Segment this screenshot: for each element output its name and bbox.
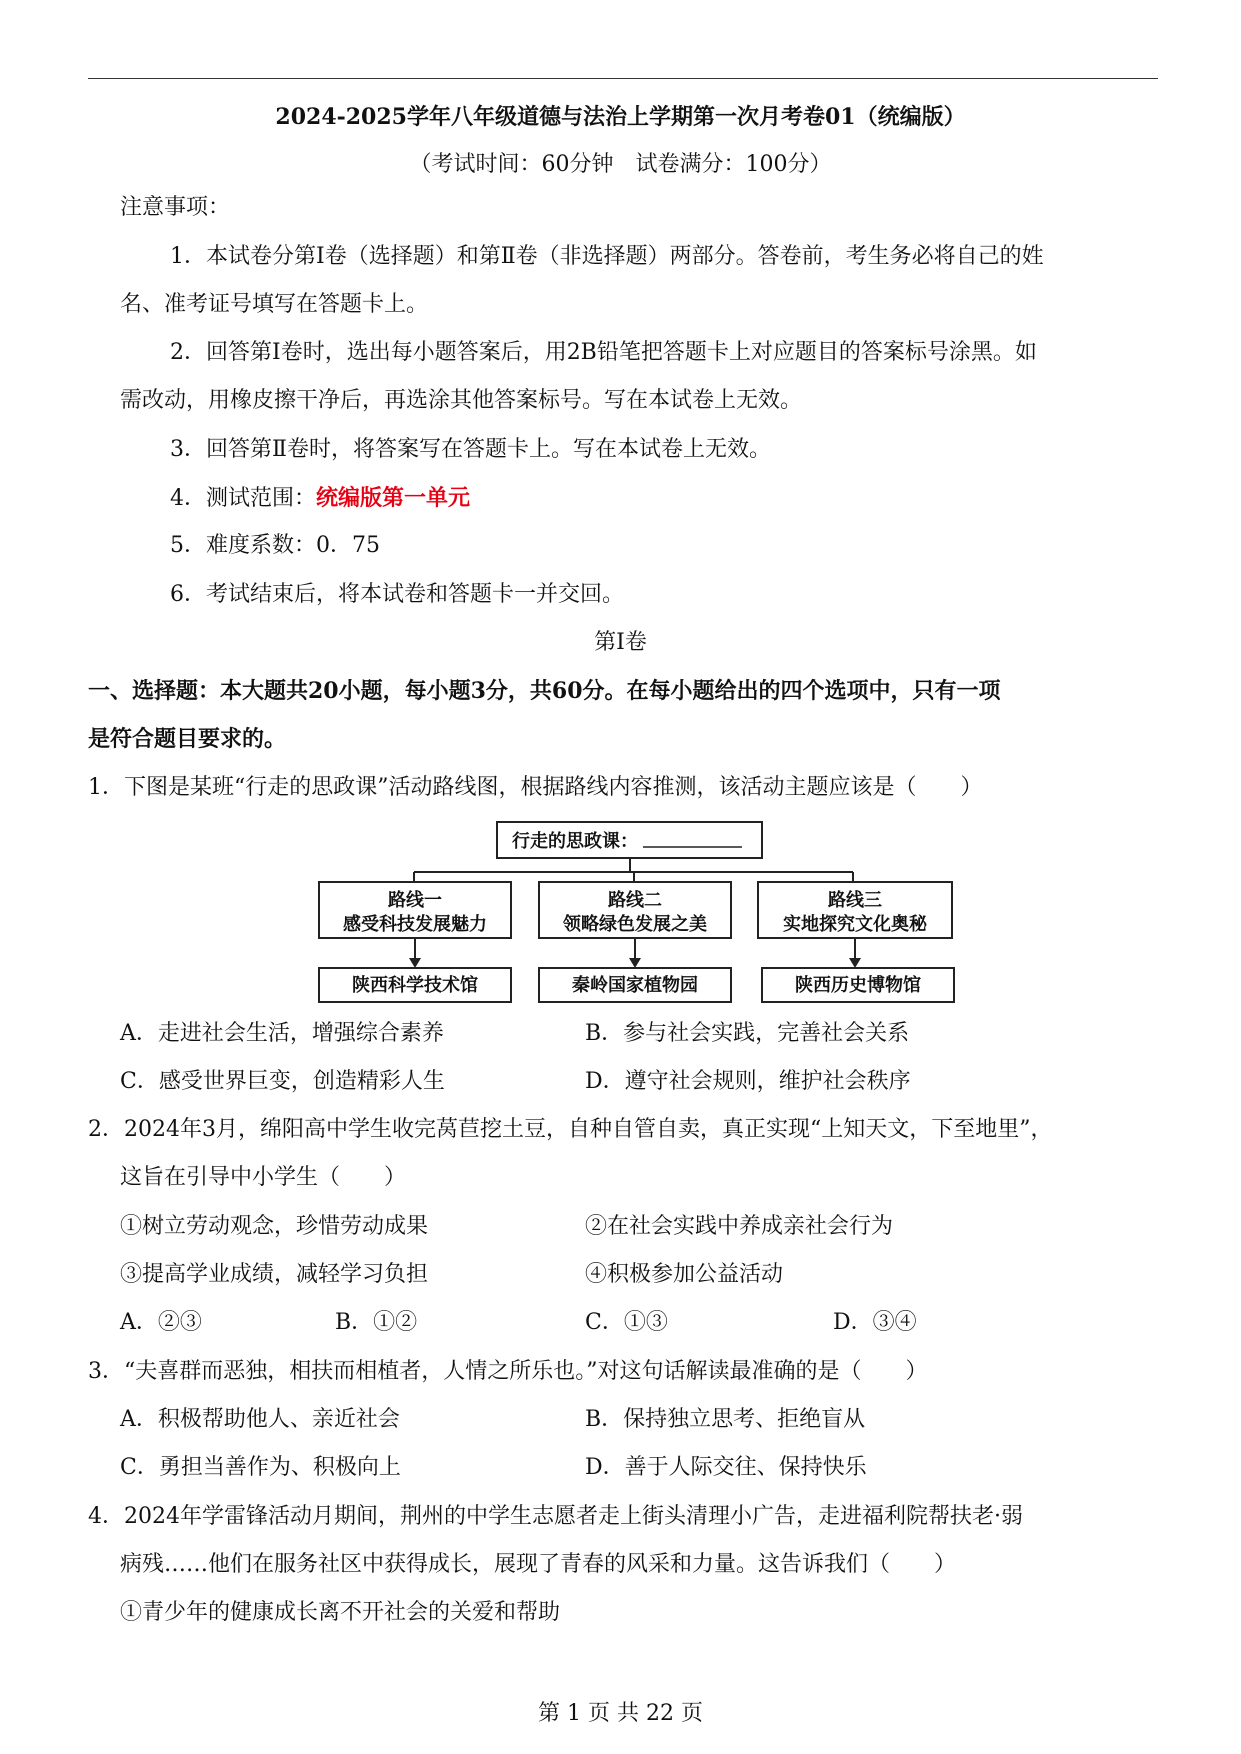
- section-heading-line2: 是符合题目要求的。: [88, 726, 287, 752]
- diagram-top-label: 行走的思政课：: [512, 831, 638, 852]
- q4-stem-line1: 4．2024年学雷锋活动月期间，荆州的中学生志愿者走上街头清理小广告，走进福利院帮扶老·弱: [88, 1504, 1023, 1529]
- notice-item-6: 6．考试结束后，将本试卷和答题卡一并交回。: [170, 582, 624, 607]
- arrow-3-head: [849, 958, 861, 968]
- q3-option-c: C．勇担当善作为、积极向上: [120, 1455, 401, 1480]
- q2-stem-line1: 2．2024年3月，绵阳高中学生收完莴苣挖土豆，自种自管自卖，真正实现“上知天文，下至地里”，: [88, 1117, 1053, 1142]
- q2-option-c: C．①③: [585, 1310, 668, 1335]
- route-3-desc: 实地探究文化奥秘: [783, 914, 927, 935]
- q3-option-a: A．积极帮助他人、亲近社会: [120, 1407, 400, 1432]
- notice-item-1b: 名、准考证号填写在答题卡上。: [120, 292, 429, 317]
- notice-heading: 注意事项：: [120, 195, 231, 220]
- exam-subtitle: （考试时间：60分钟 试卷满分：100分）: [409, 152, 832, 177]
- q3-option-d: D．善于人际交往、保持快乐: [585, 1455, 867, 1480]
- q1-option-b: B．参与社会实践，完善社会关系: [585, 1021, 910, 1046]
- notice-item-3: 3．回答第Ⅱ卷时，将答案写在答题卡上。写在本试卷上无效。: [170, 437, 771, 462]
- route-1-name: 路线一: [388, 890, 442, 911]
- volume-heading: 第Ⅰ卷: [594, 630, 647, 655]
- q3-option-b: B．保持独立思考、拒绝盲从: [585, 1407, 866, 1432]
- q2-statement-1: ①树立劳动观念，珍惜劳动成果: [120, 1214, 429, 1239]
- q2-statement-3: ③提高学业成绩，减轻学习负担: [120, 1262, 429, 1287]
- place-3-label: 陕西历史博物馆: [795, 975, 921, 996]
- page-footer: 第 1 页 共 22 页: [538, 1701, 703, 1726]
- q2-statement-4: ④积极参加公益活动: [585, 1262, 784, 1287]
- q4-stem-line2: 病残……他们在服务社区中获得成长，展现了青春的风采和力量。这告诉我们（ ）: [120, 1552, 957, 1577]
- section-heading-line1: 一、选择题：本大题共20小题，每小题3分，共60分。在每小题给出的四个选项中，只有一项: [88, 678, 1001, 704]
- q1-stem: 1．下图是某班“行走的思政课”活动路线图，根据路线内容推测，该活动主题应该是（ ）: [88, 775, 983, 800]
- place-2-label: 秦岭国家植物园: [572, 975, 698, 996]
- place-1-label: 陕西科学技术馆: [352, 975, 478, 996]
- notice-item-2a: 2．回答第Ⅰ卷时，选出每小题答案后，用2B铅笔把答题卡上对应题目的答案标号涂黑。如: [170, 340, 1037, 365]
- q2-stem-line2: 这旨在引导中小学生（ ）: [120, 1165, 407, 1190]
- route-3-name: 路线三: [828, 890, 882, 911]
- route-2-name: 路线二: [608, 890, 662, 911]
- q1-option-c: C．感受世界巨变，创造精彩人生: [120, 1069, 445, 1094]
- route-2-desc: 领略绿色发展之美: [563, 914, 707, 935]
- q4-statement-1: ①青少年的健康成长离不开社会的关爱和帮助: [120, 1600, 561, 1625]
- q1-option-a: A．走进社会生活，增强综合素养: [120, 1021, 444, 1046]
- notice-item-4-label: 4．测试范围：: [170, 486, 316, 511]
- route-1-desc: 感受科技发展魅力: [343, 914, 487, 935]
- exam-title: 2024-2025学年八年级道德与法治上学期第一次月考卷01（统编版）: [275, 104, 966, 130]
- test-scope-value: 统编版第一单元: [316, 485, 471, 511]
- notice-item-1a: 1．本试卷分第Ⅰ卷（选择题）和第Ⅱ卷（非选择题）两部分。答卷前，考生务必将自己的姓: [170, 244, 1044, 269]
- q3-stem: 3．“夫喜群而恶独，相扶而相植者，人情之所乐也。”对这句话解读最准确的是（ ）: [88, 1359, 928, 1384]
- q1-option-d: D．遵守社会规则，维护社会秩序: [585, 1069, 911, 1094]
- q2-option-a: A．②③: [120, 1310, 202, 1335]
- arrow-2-head: [629, 958, 641, 968]
- q2-statement-2: ②在社会实践中养成亲社会行为: [585, 1214, 894, 1239]
- notice-item-2b: 需改动，用橡皮擦干净后，再选涂其他答案标号。写在本试卷上无效。: [120, 388, 803, 413]
- notice-item-5: 5．难度系数：0．75: [170, 533, 380, 558]
- arrow-1-head: [409, 958, 421, 968]
- q2-option-b: B．①②: [335, 1310, 418, 1335]
- q2-option-d: D．③④: [833, 1310, 917, 1335]
